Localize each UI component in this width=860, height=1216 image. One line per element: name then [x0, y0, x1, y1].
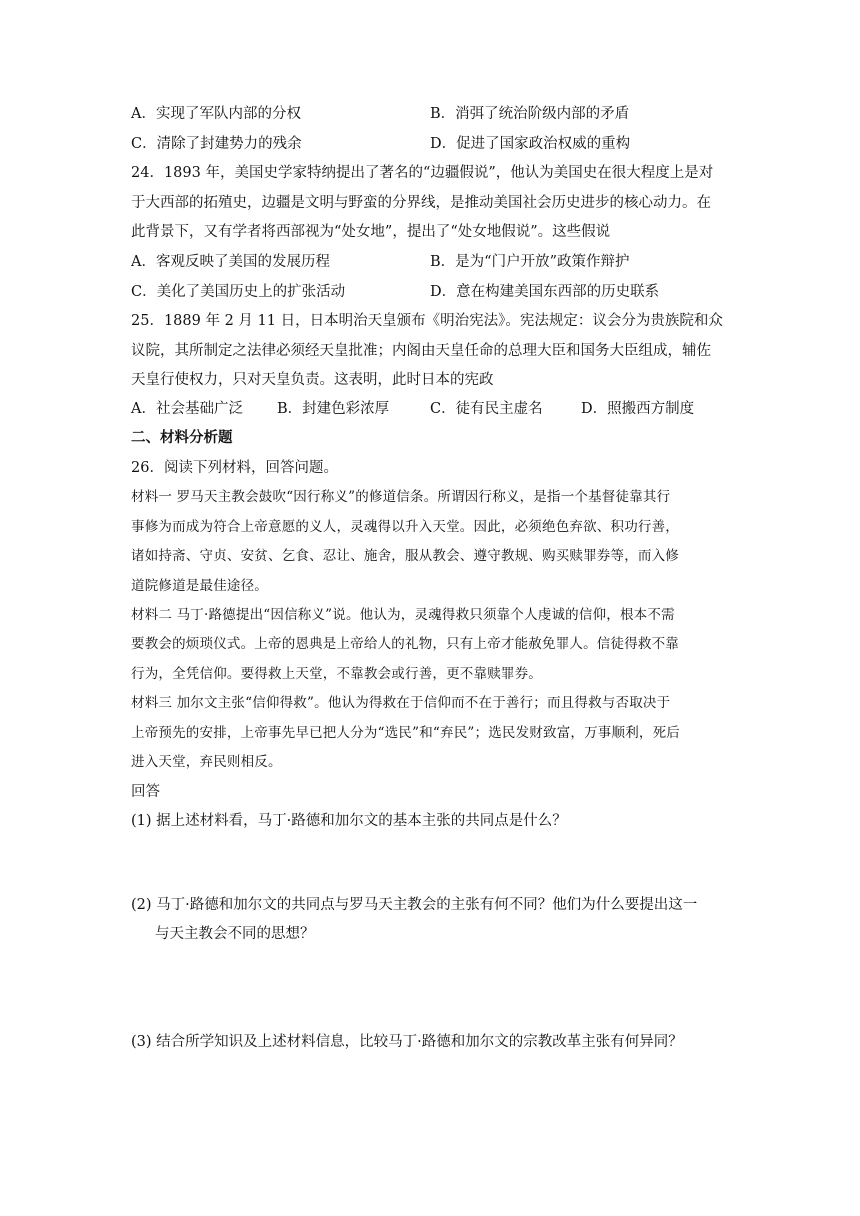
q26-stem: 26．阅读下列材料，回答问题。 [131, 460, 338, 476]
material-1-line-1: 材料一 罗马天主教会鼓吹“因行称义”的修道信条。所谓因行称义，是指一个基督徒靠其行 [131, 489, 671, 505]
q23-option-c: C．清除了封建势力的残余 [131, 136, 302, 152]
q24-stem-line-3: 此背景下，又有学者将西部视为“处女地”，提出了“处女地假说”。这些假说 [131, 224, 611, 240]
material-1-line-4: 道院修道是最佳途径。 [131, 578, 268, 594]
sub-question-1: (1) 据上述材料看，马丁·路德和加尔文的基本主张的共同点是什么？ [131, 813, 567, 829]
q23-option-b: B．消弭了统治阶级内部的矛盾 [430, 106, 630, 122]
q25-option-b: B．封建色彩浓厚 [277, 401, 390, 417]
sub-question-2-line-2: 与天主教会不同的思想？ [155, 926, 315, 942]
q24-option-d: D．意在构建美国东西部的历史联系 [430, 284, 660, 300]
q25-stem-line-1: 25．1889 年 2 月 11 日，日本明治天皇颁布《明治宪法》。宪法规定：议会分为贵族院和众 [131, 313, 723, 329]
material-3-line-2: 上帝预先的安排，上帝事先早已把人分为“选民”和“弃民”；选民发财致富，万事顺利，死后 [131, 725, 681, 741]
answer-label: 回答 [131, 784, 160, 800]
q25-option-a: A．社会基础广泛 [131, 401, 243, 417]
q23-option-a: A．实现了军队内部的分权 [131, 106, 301, 122]
q25-stem-line-3: 天皇行使权力，只对天皇负责。这表明，此时日本的宪政 [131, 372, 494, 388]
q25-stem-line-2: 议院，其所制定之法律必须经天皇批准；内阁由天皇任命的总理大臣和国务大臣组成，辅佐 [131, 343, 711, 359]
q23-option-d: D．促进了国家政治权威的重构 [430, 136, 631, 152]
material-2-line-2: 要教会的烦琐仪式。上帝的恩典是上帝给人的礼物，只有上帝才能赦免罪人。信徒得救不靠 [131, 636, 679, 652]
q24-stem-line-2: 于大西部的拓殖史，边疆是文明与野蛮的分界线，是推动美国社会历史进步的核心动力。在 [131, 195, 711, 211]
material-3-line-1: 材料三 加尔文主张“信仰得救”。他认为得救在于信仰而不在于善行；而且得救与否取决于 [131, 695, 671, 711]
q24-option-c: C．美化了美国历史上的扩张活动 [131, 284, 346, 300]
material-1-line-2: 事修为而成为符合上帝意愿的义人，灵魂得以升入天堂。因此，必须绝色弃欲、积功行善， [131, 519, 679, 535]
q24-option-a: A．客观反映了美国的发展历程 [131, 254, 330, 270]
material-3-line-3: 进入天堂，弃民则相反。 [131, 754, 282, 770]
q24-stem-line-1: 24．1893 年，美国史学家特纳提出了著名的“边疆假说”，他认为美国史在很大程度上是对 [131, 165, 714, 181]
q25-option-d: D．照搬西方制度 [581, 401, 695, 417]
section-title: 二、材料分析题 [131, 429, 233, 446]
material-2-line-3: 行为，全凭信仰。要得救上天堂，不靠教会或行善，更不靠赎罪券。 [131, 666, 542, 682]
q24-option-b: B．是为“门户开放”政策作辩护 [430, 254, 630, 270]
material-1-line-3: 诸如持斋、守贞、安贫、乞食、忍让、施舍，服从教会、遵守教规、购买赎罪券等，而入修 [131, 548, 679, 564]
q25-option-c: C．徒有民主虚名 [430, 401, 543, 417]
sub-question-2-line-1: (2) 马丁·路德和加尔文的共同点与罗马天主教会的主张有何不同？他们为什么要提出这一 [131, 897, 698, 913]
sub-question-3: (3) 结合所学知识及上述材料信息，比较马丁·路德和加尔文的宗教改革主张有何异同？ [131, 1034, 683, 1050]
material-2-line-1: 材料二 马丁·路德提出“因信称义”说。他认为，灵魂得救只须靠个人虔诚的信仰，根本不需 [131, 607, 675, 623]
